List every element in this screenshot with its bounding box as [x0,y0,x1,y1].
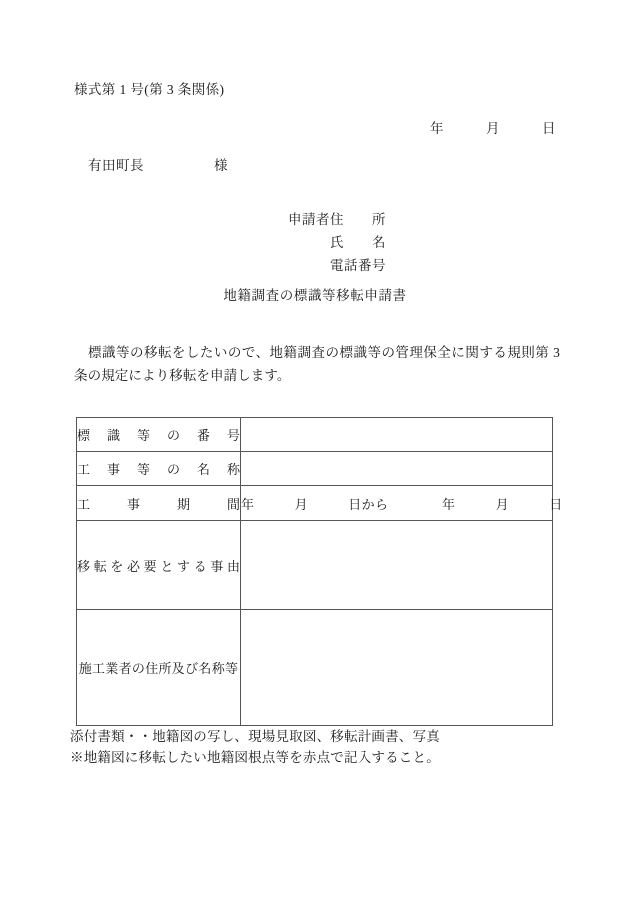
row-value-work-period[interactable]: 年 月 日から 年 月 日 [241,486,553,521]
table-row [77,486,553,521]
row-value-marker-number[interactable] [241,418,553,452]
row-value-relocation-reason[interactable] [241,521,553,610]
footnotes-block [70,726,440,768]
applicant-block [288,208,386,277]
row-label-relocation-reason [77,521,241,610]
row-label-marker-number [77,418,241,452]
applicant-row-name [288,231,386,254]
applicant-label-spacer [288,231,330,254]
label-text: 工事等の名称 [77,462,240,477]
applicant-label-spacer [288,254,330,277]
applicant-field-name: 氏 名 [330,235,386,250]
form-number: 様式第 1 号(第 3 条関係) [74,82,225,97]
footnote-note: ※地籍図に移転したい地籍図根点等を赤点で記入すること。 [70,750,440,765]
body-paragraph: 標識等の移転をしたいので、地籍調査の標識等の管理保全に関する規則第 3 条の規定により移転を申請します。 [74,345,560,383]
row-label-contractor-info [77,610,241,726]
application-table [76,417,563,726]
applicant-row-address [288,208,386,231]
label-text: 移転を必要とする事由 [77,558,240,574]
date-line: 年 月 日 [430,121,556,136]
applicant-label: 申請者 [288,212,330,227]
row-value-work-name[interactable] [241,452,553,486]
table-row [77,418,553,452]
footnote-attachments: 添付書類・・地籍図の写し、現場見取図、移転計画書、写真 [70,729,440,744]
row-label-work-period [77,486,241,521]
table-row [77,610,553,726]
addressee-line: 有田町長 様 [88,158,228,173]
document-title: 地籍調査の標識等移転申請書 [223,288,407,303]
table-row [77,521,553,610]
label-text: 標識等の番号 [77,428,240,443]
row-value-contractor-info[interactable] [241,610,553,726]
row-label-work-name [77,452,241,486]
label-text: 施工業者の住所及び名称等 [78,661,239,676]
applicant-row-phone [288,254,386,277]
applicant-field-address: 住 所 [330,212,386,227]
applicant-field-phone: 電話番号 [330,258,386,273]
table-row [77,452,553,486]
label-text: 工事期間 [77,496,240,512]
